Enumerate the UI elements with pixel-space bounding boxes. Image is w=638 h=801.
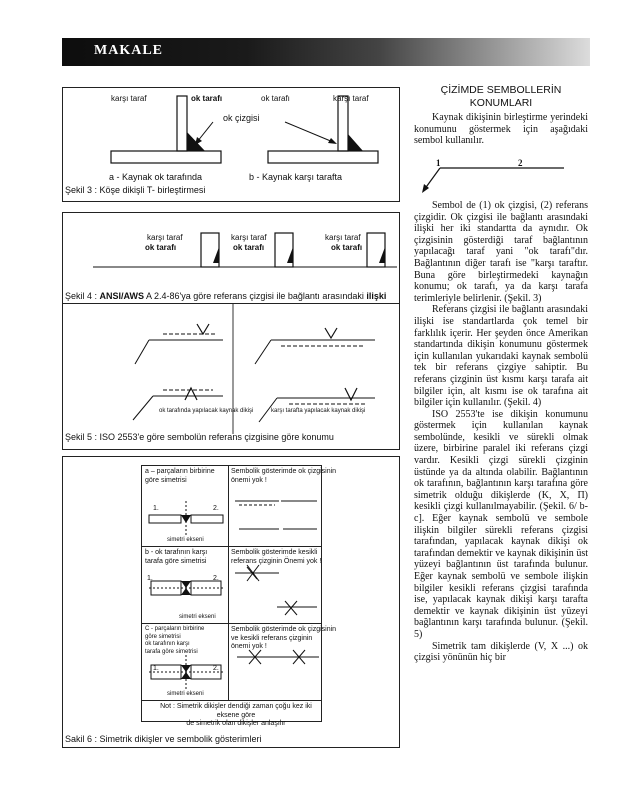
fig5-v-mark-b [325,328,337,338]
fig5-v-mark-a [197,324,209,334]
fig5-arrow-c [133,396,153,420]
header-banner [62,38,590,66]
fig6-row-a-num2: 2. [213,505,219,512]
article-intro: Kaynak dikişinin birleştirme yerindeki konumunu göstermek için aşağıdaki sembol kullanılır. [414,112,588,147]
figure-5-drawing [63,304,401,450]
fig3-sub-a: a - Kaynak ok tarafında [109,172,203,182]
fig5-arrow-b [255,340,271,364]
fig6-a-piece-2 [191,515,223,523]
figure-3 [62,87,400,202]
fig6-row-a-right: Sembolik gösterimde ok çizgisinin önemi yok ! [231,468,337,484]
fig4-bevel-2 [287,247,293,263]
fig4-ok-3: ok tarafı [331,243,363,252]
symbol-label-2: 2 [518,158,523,168]
fig6-a-piece-1 [149,515,181,523]
fig3-sub-b: b - Kaynak karşı tarafta [249,172,343,182]
fig6-row-b-right: Sembolik gösterimde kesikli referans çizginin Önemi yok ! [231,549,322,565]
fig3-ok-taraf-2: ok tarafı [261,94,290,103]
fig6-row-c-num1: 1. [153,665,159,672]
fig6-note: Not : Simetrik dikişler dendiği zaman çoğu kez iki eksene göre de simetrik olan dikişler anlaşılır [160,703,312,727]
fig5-note-right: karşı tarafta yapılacak kaynak dikişi [271,408,366,414]
fig4-karsi-3: karşı taraf [325,233,361,242]
fig6-row-c-num2: 2. [213,665,219,672]
fig4-bevel-1 [213,247,219,263]
fig6-row-b-left: b - ok tarafının karşı tarafa göre simetrisi [145,549,208,565]
fig4-karsi-1: karşı taraf [147,233,183,242]
fig5-note-left: ok tarafında yapılacak kaynak dikişi [159,408,254,414]
fig3-karsi-taraf-2: karşı taraf [333,94,369,103]
fig4-ok-2: ok tarafı [233,243,265,252]
article-paragraph-3: ISO 2553'te ise dikişin konumunu göstermek için kullanılan kaynak sembolünde, kesikli ve sürekli olmak üzere, birbirine paralel iki referans çizgi vardır. Kesikli çizgi sürekli çizginin üstünde ya da altında olabilir. Bağlantının ok tarafının, bağlantının karşı tarafına göre simetrik olduğu dikişlerde (K, X, Π) kesikli çizgi kullanılmayabilir. (Şekil. 6/ b-c]. Eğer kaynak sembolü ve sembole ilişkin bilgiler sürekli referans çizgisi tarafından, yapılacak kaynak dikişi ok tarafından demektir ve kaynak dikişinin üst yüzeyi bağlantının üst tarafında bulunur. Eğer kaynak sembolü ve sembole ilişkin bilgiler kesikli referans çizgisi tarafında ise, yapılacak kaynak dikişi karşı tarafta demektir ve kaynak dikişinin üst yüzeyi bağlantının karşı tarafında bulunur. (Şekil. 5) [414,408,588,640]
figure-6 [62,456,400,748]
fig3-arrow-head-b [328,138,337,144]
fig3-plate-horizontal-b [268,151,378,163]
article-heading: ÇİZİMDE SEMBOLLERİN KONUMLARI [440,84,562,109]
fig6-row-a-left: a – parçaların birbirine göre simetrisi [145,468,215,484]
article-paragraph-4: Simetrik tam dikişlerde (V, X ...) ok çizgisi yönünün hiç bir [414,640,588,664]
symbol-label-1: 1 [436,158,441,168]
fig6-row-c-left: C - parçaların birbirine göre simetrisi ok tarafının karşı tarafa göre simetrisi [145,626,205,655]
article-body [414,200,588,664]
article-paragraph-1: Sembol de (1) ok çizgisi, (2) referans çizgidir. Ok çizgisi ile bağlantı arasındaki ilişki her iki standartta da aynıdır. Ok çizgisinin gösterdiği taraf bağlantının yapılacağı taraf yani "ok tarafı"dır. Bağlantının diğer tarafı ise "karşı taraftır. Buna göre birleştirmedeki kaynağın konumu; ok tarafı, ya da karşı tarafa terimleriyle belirlenir. (Şekil. 3) [414,200,588,304]
fig6-row-b-num2: 2. [213,575,219,582]
fig6-row-a-axis: simetri ekseni [167,537,204,543]
fig4-karsi-2: karşı taraf [231,233,267,242]
fig6-row-b-num1: 1. [147,575,153,582]
fig3-ok-cizgisi: ok çizgisi [223,113,260,123]
fig3-weld-b [348,134,363,151]
fig4-caption: Şekil 4 : ANSI/AWS A 2.4-86'ya göre referans çizgisi ile bağlantı arasındaki ilişki [65,291,387,301]
figure-4 [62,212,400,304]
fig5-caption: Şekil 5 : ISO 2553'e göre sembolün referans çizgisine göre konumu [65,432,334,442]
fig4-ok-1: ok tarafı [145,243,177,252]
fig4-bevel-3 [379,247,385,263]
fig3-plate-horizontal-a [111,151,221,163]
fig6-row-c-axis: simetri ekseni [167,691,204,697]
fig3-arrow-head-a [195,137,202,145]
fig3-arrow-line-b [285,122,333,142]
fig3-caption: Şekil 3 : Köşe dikişli T- birleştirmesi [65,185,206,195]
fig6-caption: Sakil 6 : Simetrik dikişler ve sembolik gösterimleri [65,734,262,744]
section-title: MAKALE [94,43,163,58]
fig3-ok-taraf-1: ok tarafı [191,94,223,103]
figure-5 [62,304,400,450]
fig6-row-b-axis: simetri ekseni [179,614,216,620]
fig3-plate-vertical-a [177,96,187,151]
article-paragraph-2: Referans çizgisi ile bağlantı arasındaki ilişki ise standartlarda çok temel bir farklılık içerir. Her şeyden önce Amerikan standartında dikişin konumunu göstermek için kullanılan yukarıdaki kaynak sembolü tek bir referans çizgiye sahiptir. Bu referans çizginin üst kısmı karşı tarafa ait bilgiler için, alt kısmı ise ok tarafına ait bilgiler için kullanılır. (Şekil. 4) [414,304,588,409]
fig6-row-c-right: Sembolik gösterimde ok çizgisinin ve kesikli referans çizginin önemi yok ! [231,626,337,650]
fig5-arrow-a [135,340,149,364]
fig6-row-a-num1: 1. [153,505,159,512]
fig3-plate-vertical-b [338,96,348,151]
fig3-karsi-taraf-1: karşı taraf [111,94,147,103]
